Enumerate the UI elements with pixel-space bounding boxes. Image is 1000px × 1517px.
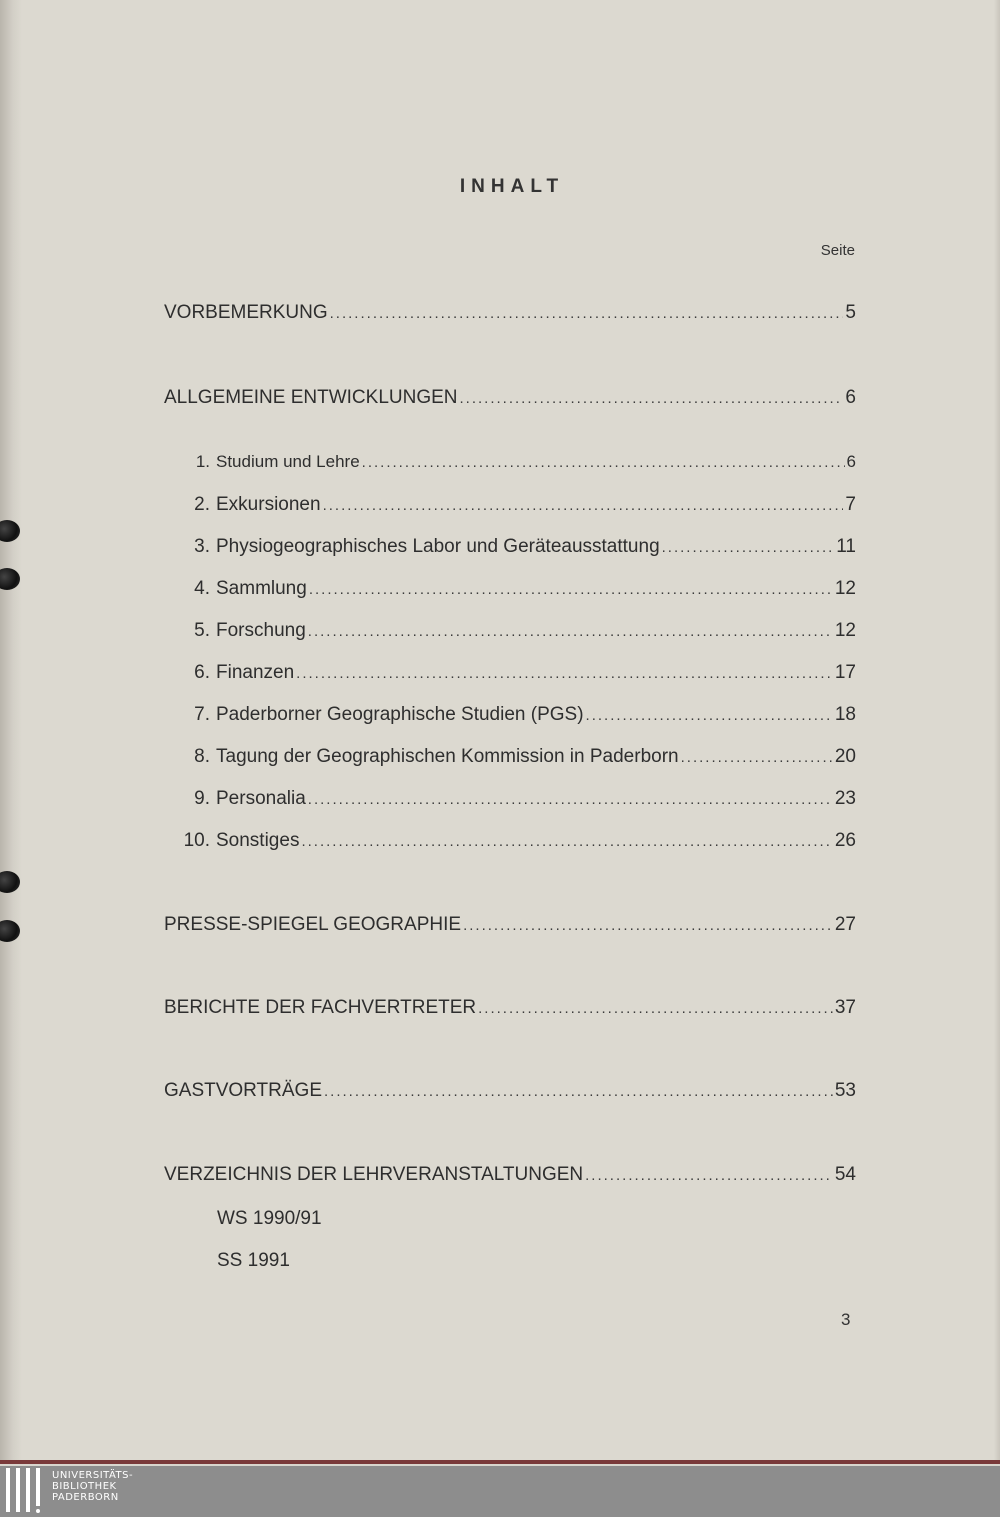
toc-subentry (182, 494, 856, 520)
toc-leader-dots (681, 749, 833, 766)
library-name (52, 1470, 133, 1503)
toc-subentry-page: 23 (834, 788, 856, 809)
toc-subentry-page: 12 (834, 620, 856, 641)
toc-entry-label: ALLGEMEINE ENTWICKLUNGEN (164, 387, 458, 408)
toc-subentry-number: 7. (194, 704, 210, 725)
toc-entry-label: BERICHTE DER FACHVERTRETER (164, 997, 477, 1018)
toc-subentry-number: 10. (183, 830, 210, 851)
library-name-line: PADERBORN (52, 1492, 119, 1503)
toc-subentry-number: 9. (194, 788, 210, 809)
toc-leader-dots (585, 1167, 833, 1184)
toc-entry-page: 53 (834, 1080, 856, 1101)
toc-subentry (182, 830, 856, 856)
toc-subentry (182, 746, 856, 772)
toc-subentry-label: Exkursionen (216, 494, 321, 515)
toc-subentry-number: 6. (194, 662, 210, 683)
page-number: 3 (841, 1310, 851, 1329)
toc-leader-dots (463, 917, 833, 934)
toc-subentry-label: Sonstiges (216, 830, 300, 851)
toc-subentry-number: 4. (194, 578, 210, 599)
toc-entry-verzeichnis (164, 1164, 856, 1190)
toc-subentry-label: Finanzen (216, 662, 295, 683)
toc-leader-dots (330, 305, 844, 322)
toc-leader-dots (362, 454, 845, 471)
toc-leader-dots (309, 581, 833, 598)
toc-subentry-page: 12 (834, 578, 856, 599)
library-logo-icon (4, 1468, 48, 1514)
library-footer (0, 1466, 1000, 1517)
page-title: INHALT (459, 176, 565, 197)
toc-subentry-page: 20 (834, 746, 856, 767)
toc-leader-dots (308, 623, 833, 640)
toc-subentry-number: 5. (194, 620, 210, 641)
toc-subentry-page: 11 (836, 536, 856, 557)
toc-subentry-page: 18 (834, 704, 856, 725)
page-right-edge (994, 0, 1000, 1463)
toc-entry-gastvortraege (164, 1080, 856, 1106)
toc-leader-dots (324, 1083, 833, 1100)
toc-entry-page: 54 (834, 1164, 856, 1185)
page-column-label: Seite (820, 242, 855, 259)
toc-subentry (182, 452, 856, 478)
toc-subentry-label: Physiogeographisches Labor und Geräteausstattung (216, 536, 660, 557)
toc-leader-dots (296, 665, 833, 682)
toc-subentry-label: Paderborner Geographische Studien (PGS) (216, 704, 584, 725)
toc-entry-page: 37 (834, 997, 856, 1018)
toc-entry-berichte (164, 997, 856, 1023)
toc-subentry-label: Personalia (216, 788, 306, 809)
page-binding-edge (0, 0, 22, 1463)
toc-subentry (182, 536, 856, 562)
toc-subentry-label: Tagung der Geographischen Kommission in Paderborn (216, 746, 679, 767)
toc-subentry-number: 2. (194, 494, 210, 515)
toc-entry-page: 6 (845, 387, 856, 408)
toc-entry-label: GASTVORTRÄGE (164, 1080, 323, 1101)
toc-entry-label: PRESSE-SPIEGEL GEOGRAPHIE (164, 914, 462, 935)
toc-semester-ws: WS 1990/91 (217, 1208, 322, 1229)
toc-subentry (182, 620, 856, 646)
library-name-line: BIBLIOTHEK (52, 1481, 117, 1492)
toc-entry-label: VERZEICHNIS DER LEHRVERANSTALTUNGEN (164, 1164, 584, 1185)
toc-entry-page: 5 (845, 302, 856, 323)
toc-subentry (182, 788, 856, 814)
toc-leader-dots (308, 791, 833, 808)
toc-entry-allgemeine (164, 387, 856, 413)
toc-entry-vorbemerkung (164, 302, 856, 328)
toc-subentry-page: 17 (834, 662, 856, 683)
toc-semester-ss: SS 1991 (217, 1250, 290, 1271)
toc-subentry-label: Forschung (216, 620, 306, 641)
toc-subentry-page: 6 (846, 452, 856, 471)
page-bottom-edge (0, 1460, 1000, 1464)
toc-entry-label: VORBEMERKUNG (164, 302, 328, 323)
toc-leader-dots (662, 539, 835, 556)
toc-subentry (182, 662, 856, 688)
toc-subentry-number: 3. (194, 536, 210, 557)
toc-entry-page: 27 (834, 914, 856, 935)
toc-leader-dots (478, 1000, 833, 1017)
toc-subentry-label: Sammlung (216, 578, 307, 599)
toc-subentry-number: 8. (194, 746, 210, 767)
toc-subentry (182, 578, 856, 604)
toc-leader-dots (460, 390, 844, 407)
toc-subentry-number: 1. (195, 452, 210, 471)
library-name-line: UNIVERSITÄTS- (52, 1470, 134, 1481)
toc-subentry (182, 704, 856, 730)
toc-subentry-label: Studium und Lehre (216, 452, 360, 471)
toc-leader-dots (586, 707, 833, 724)
toc-entry-presse (164, 914, 856, 940)
toc-leader-dots (323, 497, 844, 514)
toc-subentry-page: 7 (845, 494, 856, 515)
toc-subentry-page: 26 (834, 830, 856, 851)
toc-leader-dots (301, 833, 832, 850)
